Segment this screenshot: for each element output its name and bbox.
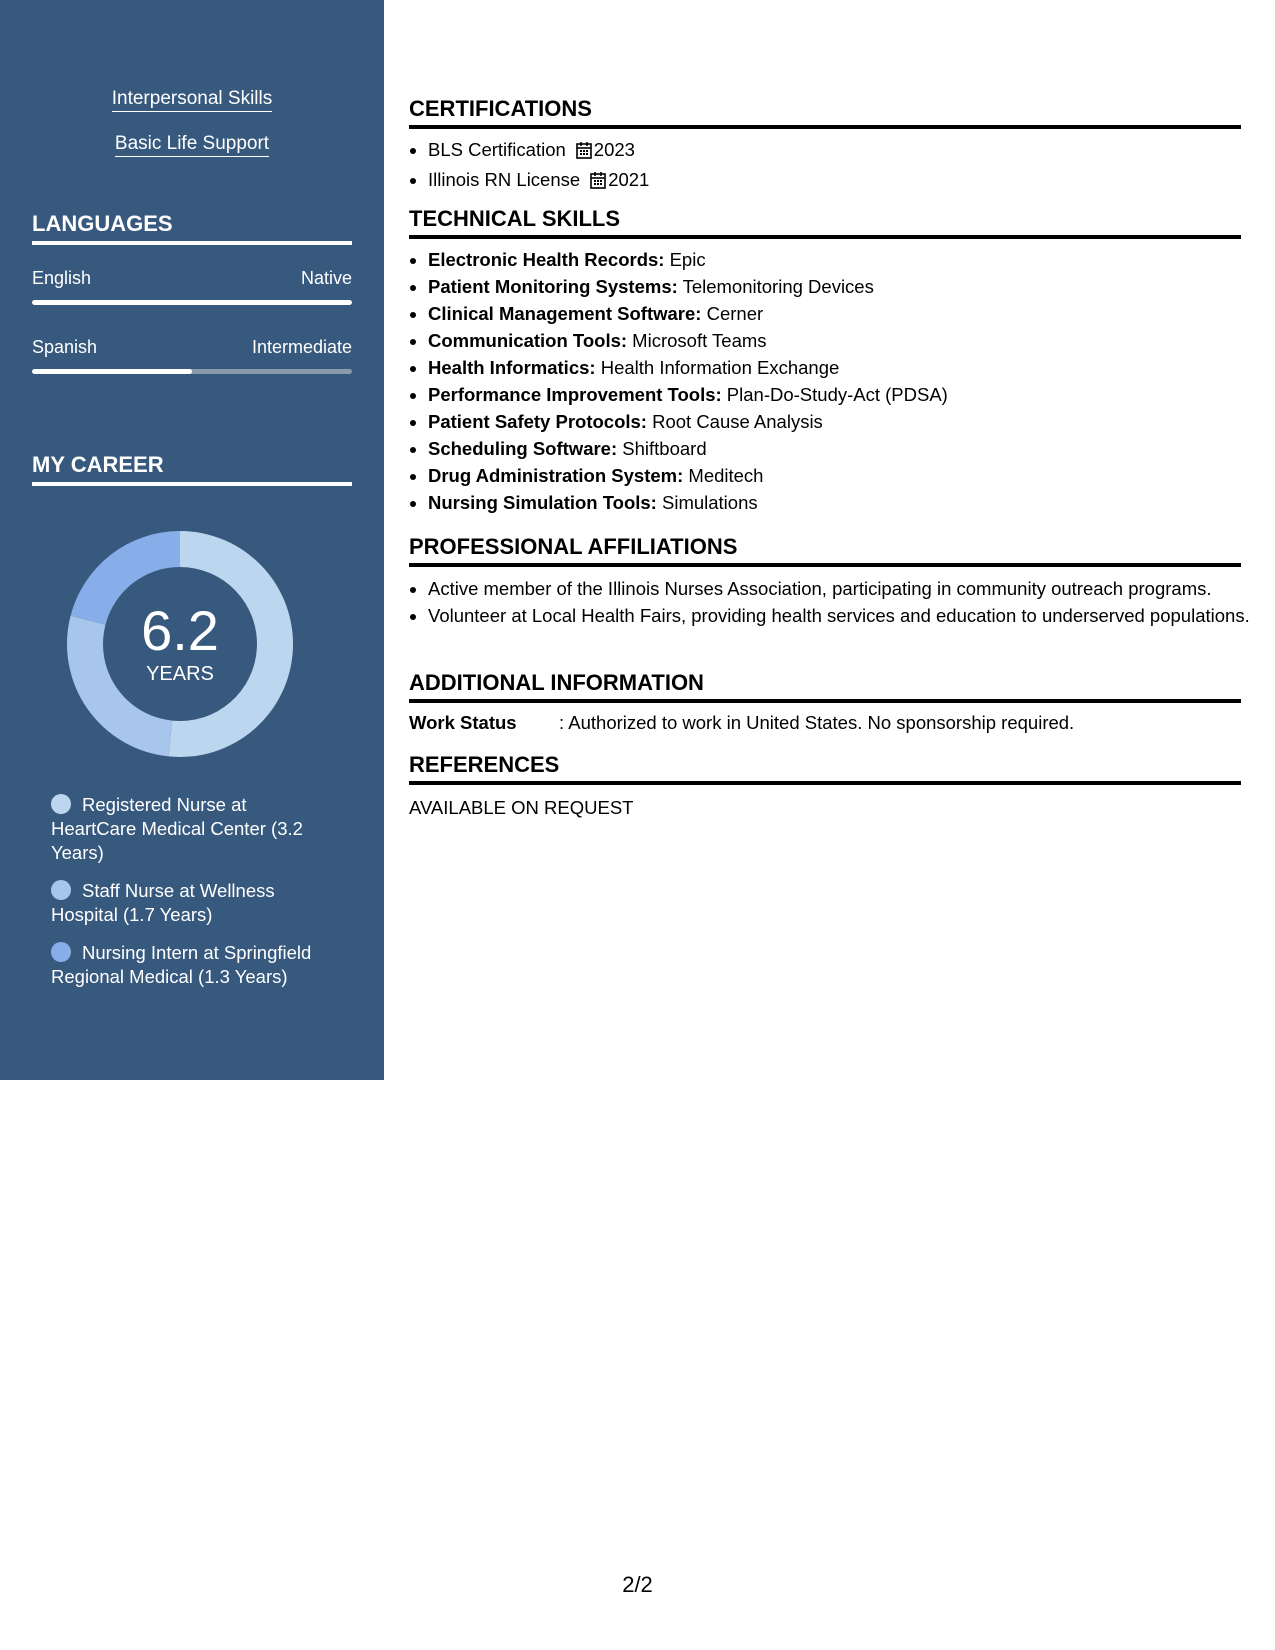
certifications-list (409, 136, 1260, 196)
certification-item: • BLS Certification 2023 (428, 136, 1260, 166)
calendar-icon (590, 169, 606, 196)
language-row (32, 268, 352, 289)
technical-skills-heading: TECHNICAL SKILLS (409, 206, 1241, 239)
languages-heading: LANGUAGES (32, 211, 352, 245)
references-heading: REFERENCES (409, 752, 1241, 785)
technical-skill-item: • Communication Tools: Microsoft Teams (428, 327, 1260, 354)
language-proficiency-bar (32, 369, 352, 374)
language-name: Spanish (32, 337, 98, 357)
page-number: 2/2 (622, 1572, 653, 1597)
skill-link[interactable]: Interpersonal Skills (0, 88, 384, 110)
language-name: English (32, 268, 92, 288)
career-heading: MY CAREER (32, 452, 352, 486)
references-text: AVAILABLE ON REQUEST (409, 797, 634, 818)
technical-skill-item: • Electronic Health Records: Epic (428, 246, 1260, 273)
career-legend-item: Registered Nurse at HeartCare Medical Center (3.2 Years) (51, 794, 303, 863)
calendar-icon (576, 139, 592, 166)
career-legend-item: Nursing Intern at Springfield Regional Medical (1.3 Years) (51, 942, 312, 987)
language-level: Native (300, 268, 352, 288)
technical-skill-item: • Scheduling Software: Shiftboard (428, 435, 1260, 462)
certification-item: • Illinois RN License 2021 (428, 166, 1260, 196)
affiliations-heading: PROFESSIONAL AFFILIATIONS (409, 534, 1241, 567)
technical-skill-item: • Drug Administration System: Meditech (428, 462, 1260, 489)
technical-skill-item: • Performance Improvement Tools: Plan-Do-Study-Act (PDSA) (428, 381, 1260, 408)
work-status-value: : Authorized to work in United States. No sponsorship required. (559, 712, 1075, 733)
language-level: Intermediate (251, 337, 352, 357)
technical-skill-item: • Patient Monitoring Systems: Telemonitoring Devices (428, 273, 1260, 300)
skill-link[interactable]: Basic Life Support (0, 133, 384, 155)
technical-skill-item: • Health Informatics: Health Information Exchange (428, 354, 1260, 381)
technical-skill-item: • Clinical Management Software: Cerner (428, 300, 1260, 327)
certifications-heading: CERTIFICATIONS (409, 96, 1241, 129)
affiliation-item: • Volunteer at Local Health Fairs, providing health services and education to underserved populations. (428, 604, 1260, 628)
career-donut-chart (60, 524, 300, 764)
legend-dot-icon (51, 794, 71, 814)
career-legend-item: Staff Nurse at Wellness Hospital (1.7 Years) (51, 880, 275, 925)
affiliations-list (409, 577, 1260, 628)
language-proficiency-bar (32, 300, 352, 305)
additional-info-heading: ADDITIONAL INFORMATION (409, 670, 1241, 703)
career-unit-label: YEARS (146, 662, 214, 685)
legend-dot-icon (51, 942, 71, 962)
legend-dot-icon (51, 880, 71, 900)
language-row (32, 337, 352, 358)
technical-skill-item: • Nursing Simulation Tools: Simulations (428, 489, 1260, 516)
technical-skill-item: • Patient Safety Protocols: Root Cause Analysis (428, 408, 1260, 435)
technical-skills-list (409, 246, 1260, 516)
sidebar (0, 0, 384, 1080)
work-status-label: Work Status (409, 712, 517, 733)
affiliation-item: • Active member of the Illinois Nurses Association, participating in community outreach programs. (428, 577, 1260, 601)
work-status-row (409, 712, 1241, 734)
career-total-years: 6.2 (141, 598, 219, 662)
